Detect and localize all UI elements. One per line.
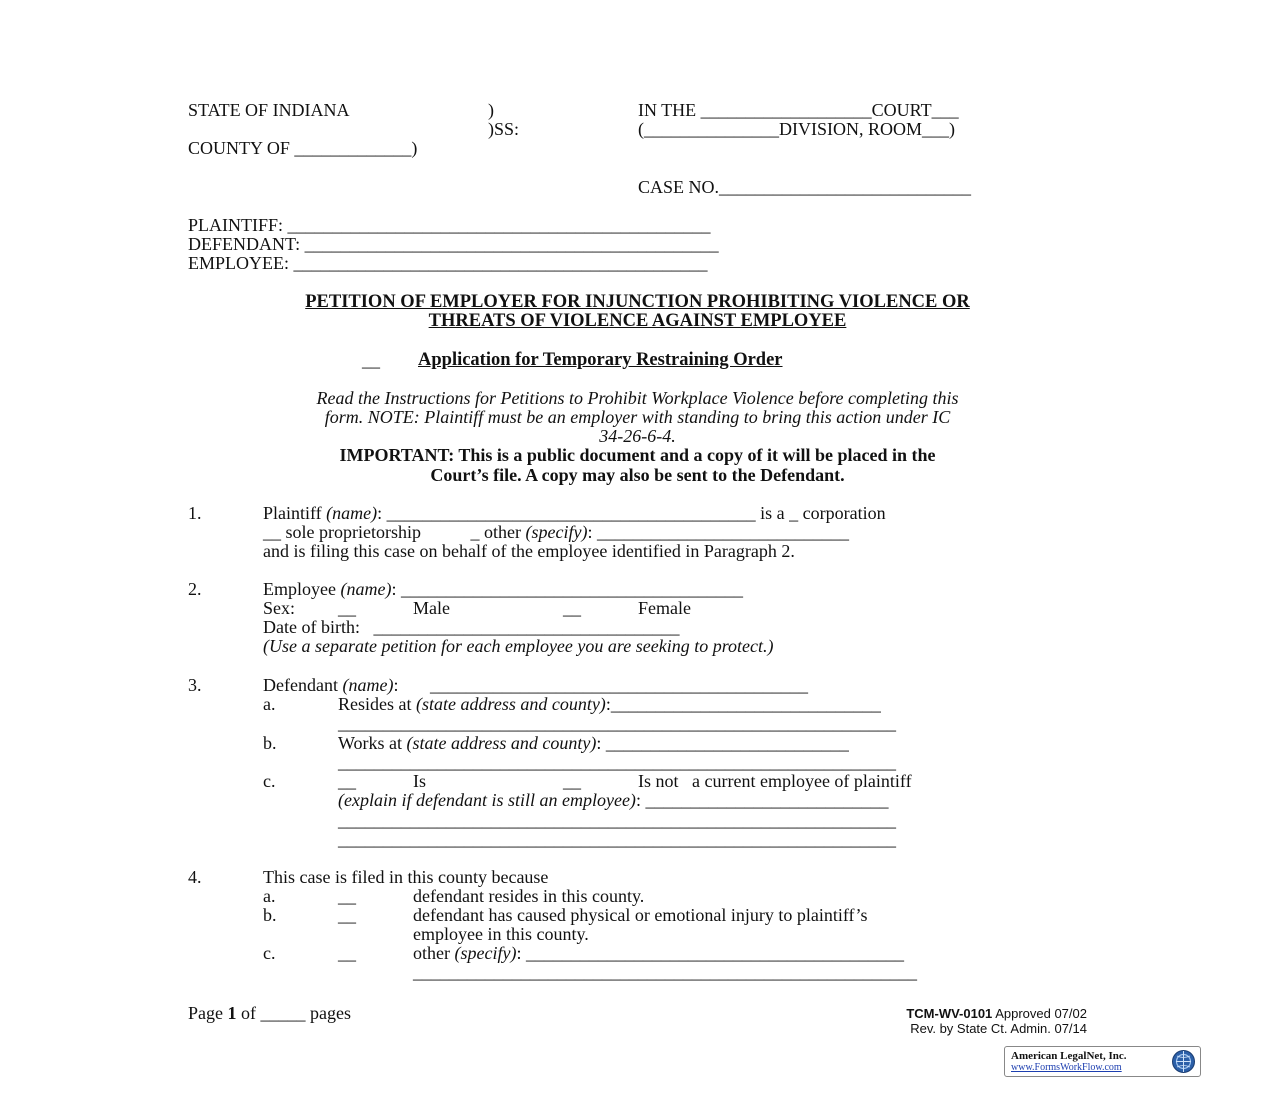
female-checkbox-blank: __ [563,598,581,618]
petition-title-line2: THREATS OF VIOLENCE AGAINST EMPLOYEE [428,311,847,331]
is-not-label: Is not a current employee of plaintiff [638,771,912,791]
logo-company-name: American LegalNet, Inc. [1011,1050,1127,1062]
date-of-birth-field: Date of birth: __________________________________ [263,617,680,637]
instructions-line1: Read the Instructions for Petitions to Prohibit Workplace Violence before completing this [316,388,959,408]
female-label: Female [638,598,691,618]
section4-c-other-field: other (specify): __________________________________________ [413,943,904,963]
section4-c-continuation: ________________________________________________________ [413,962,917,982]
section4-a-label: a. [263,886,276,906]
male-label: Male [413,598,450,618]
works-at-continuation: ______________________________________________________________ [338,752,896,772]
works-at-field: Works at (state address and county): ___________________________ [338,733,849,753]
petition-title-line1: PETITION OF EMPLOYER FOR INJUNCTION PROHIBITING VIOLENCE OR [305,292,970,312]
is-checkbox-blank: __ [338,771,356,791]
defendant-field: DEFENDANT: ______________________________________________ [188,234,719,254]
explain-employee-field: (explain if defendant is still an employee): ___________________________ [338,790,889,810]
american-legalnet-logo[interactable] [1004,1046,1201,1077]
sex-label: Sex: [263,598,296,618]
section4-c-label: c. [263,943,276,963]
explain-continuation-2: ______________________________________________________________ [338,829,896,849]
globe-icon [1171,1049,1196,1074]
tro-checkbox-blank: __ [362,350,380,370]
separate-petition-note: (Use a separate petition for each employee you are seeking to protect.) [263,636,774,656]
section2-number: 2. [188,579,202,599]
section4-c-blank: __ [338,943,356,963]
court-label: IN THE ___________________COURT___ [638,100,959,120]
resides-at-continuation: ______________________________________________________________ [338,713,896,733]
section1-line3: and is filing this case on behalf of the employee identified in Paragraph 2. [263,541,795,561]
section3-b-label: b. [263,733,277,753]
is-label: Is [413,771,426,791]
male-checkbox-blank: __ [338,598,356,618]
section4-number: 4. [188,867,202,887]
section1-number: 1. [188,503,202,523]
section3-c-label: c. [263,771,276,791]
instructions-line2: form. NOTE: Plaintiff must be an employer with standing to bring this action under IC [324,407,951,427]
form-code: TCM-WV-0101 Approved 07/02 [906,1006,1087,1021]
section4-b-text2: employee in this county. [413,924,589,944]
plaintiff-field: PLAINTIFF: _______________________________________________ [188,215,711,235]
is-not-checkbox-blank: __ [563,771,581,791]
section4-a-text: defendant resides in this county. [413,886,645,906]
section4-b-label: b. [263,905,277,925]
page-count: Page 1 of _____ pages [188,1003,351,1023]
section4-a-blank: __ [338,886,356,906]
important-line2: Court’s file. A copy may also be sent to the Defendant. [430,465,845,485]
logo-url-link[interactable]: www.FormsWorkFlow.com [1011,1062,1122,1073]
section2-employee-name: Employee (name): ______________________________________ [263,579,743,599]
section3-number: 3. [188,675,202,695]
section4-b-blank: __ [338,905,356,925]
section4-intro: This case is filed in this county because [263,867,549,887]
caption-paren: ) [488,100,494,120]
resides-at-field: Resides at (state address and county):______________________________ [338,694,881,714]
section1-line1: Plaintiff (name): _________________________________________ is a _ corporation [263,503,886,523]
employee-field: EMPLOYEE: ______________________________________________ [188,253,708,273]
explain-continuation-1: ______________________________________________________________ [338,810,896,830]
instructions-line3: 34-26-6-4. [599,426,676,446]
section1-line2: __ sole proprietorship _ other (specify): ____________________________ [263,522,849,542]
ss-label: )SS: [488,119,520,139]
section3-defendant-name: Defendant (name): __________________________________________ [263,675,808,695]
important-line1: IMPORTANT: This is a public document and a copy of it will be placed in the [339,445,936,465]
section4-b-text1: defendant has caused physical or emotional injury to plaintiff’s [413,905,868,925]
state-label: STATE OF INDIANA [188,100,350,120]
county-label: COUNTY OF _____________) [188,138,418,158]
case-number-label: CASE NO.____________________________ [638,177,972,197]
revision-note: Rev. by State Ct. Admin. 07/14 [910,1021,1087,1036]
tro-label: Application for Temporary Restraining Order [418,350,783,370]
section3-a-label: a. [263,694,276,714]
division-label: (_______________DIVISION, ROOM___) [638,119,955,139]
